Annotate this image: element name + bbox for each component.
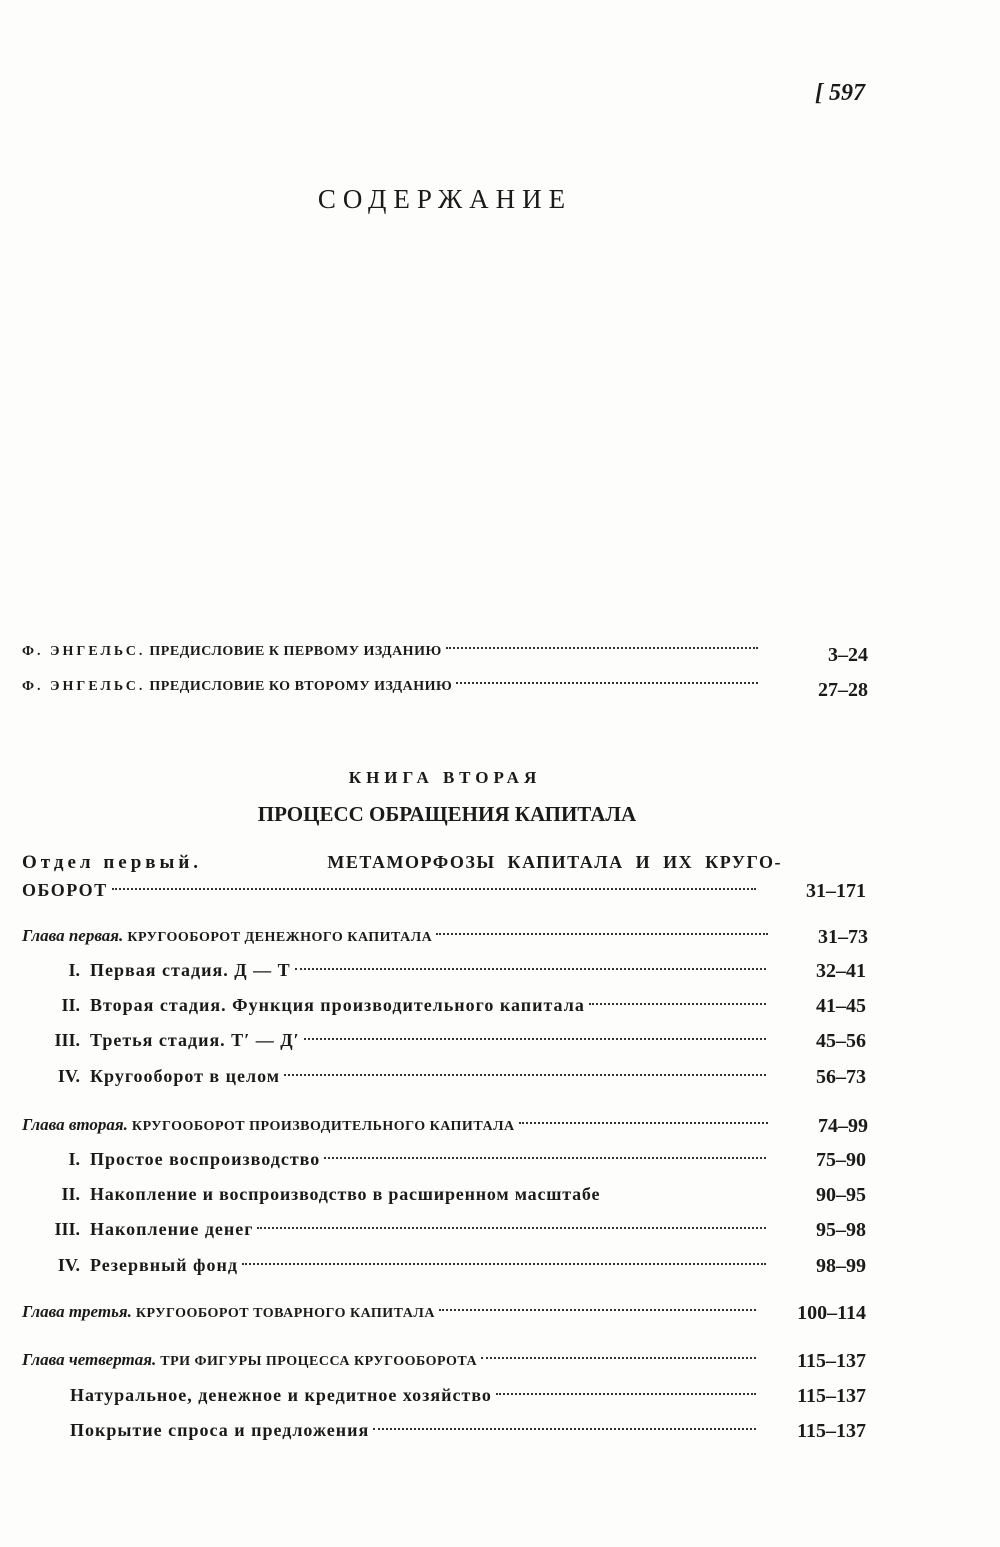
preface-author: Ф. ЭНГЕЛЬС.: [22, 644, 146, 659]
item-number: IV.: [57, 1255, 80, 1275]
toc-entry-chapter-1: [22, 926, 868, 946]
book-label: КНИГА ВТОРАЯ: [348, 768, 542, 787]
toc-item: [40, 1255, 866, 1276]
chapter-title: КРУГООБОРОТ ДЕНЕЖНОГО КАПИТАЛА: [127, 930, 433, 945]
page-range: 100–114: [797, 1302, 866, 1324]
chapter-title: ТРИ ФИГУРЫ ПРОЦЕССА КРУГООБОРОТА: [160, 1354, 478, 1369]
section-title-line1: МЕТАМОРФОЗЫ КАПИТАЛА И ИХ КРУГО-: [327, 852, 782, 872]
page-range: 45–56: [816, 1030, 866, 1052]
leader-dots: [496, 1393, 756, 1395]
item-title: Покрытие спроса и предложения: [70, 1420, 370, 1440]
toc-item: [40, 1149, 866, 1170]
leader-dots: [519, 1122, 768, 1124]
toc-item: [40, 1066, 866, 1087]
item-number: I.: [68, 960, 80, 980]
toc-entry-chapter-3: [22, 1302, 866, 1322]
page-range: 56–73: [816, 1066, 866, 1088]
leader-dots: [456, 682, 758, 684]
chapter-label: Глава третья.: [22, 1302, 132, 1321]
page-range: 32–41: [816, 960, 866, 982]
leader-dots: [439, 1309, 756, 1311]
item-title: Натуральное, денежное и кредитное хозяйство: [70, 1385, 492, 1405]
page-range: 75–90: [816, 1149, 866, 1171]
page-range: 95–98: [816, 1219, 866, 1241]
item-title: Накопление денег: [90, 1219, 254, 1239]
page-range: 3–24: [828, 644, 868, 666]
chapter-label: Глава четвертая.: [22, 1350, 157, 1369]
item-title: Кругооборот в целом: [90, 1066, 281, 1086]
leader-dots: [324, 1157, 766, 1159]
page-range: 41–45: [816, 995, 866, 1017]
chapter-title: КРУГООБОРОТ ПРОИЗВОДИТЕЛЬНОГО КАПИТАЛА: [131, 1119, 515, 1134]
page-number: [ 597: [815, 80, 865, 106]
toc-item: [40, 960, 866, 981]
chapter-title: КРУГООБОРОТ ТОВАРНОГО КАПИТАЛА: [135, 1306, 435, 1321]
section-title-line2: ОБОРОТ: [22, 880, 108, 900]
page-range: 31–171: [806, 880, 866, 902]
item-title: Вторая стадия. Функция производительного капитала: [90, 995, 585, 1015]
toc-entry-chapter-4: [22, 1350, 866, 1370]
book-title: ПРОЦЕСС ОБРАЩЕНИЯ КАПИТАЛА: [257, 802, 637, 826]
leader-dots: [481, 1357, 756, 1359]
page-range: 115–137: [797, 1350, 866, 1372]
leader-dots: [589, 1003, 766, 1005]
section-label: Отдел первый.: [22, 852, 203, 873]
page-range: 27–28: [818, 679, 868, 701]
item-number: IV.: [57, 1066, 80, 1086]
item-number: III.: [54, 1030, 80, 1050]
leader-dots: [284, 1074, 766, 1076]
item-number: III.: [54, 1219, 80, 1239]
item-title: Резервный фонд: [90, 1255, 238, 1275]
item-title: Третья стадия. Т′ — Д′: [90, 1030, 300, 1050]
toc-item: [70, 1385, 866, 1406]
preface-title: ПРЕДИСЛОВИЕ КО ВТОРОМУ ИЗДАНИЮ: [149, 679, 453, 694]
item-number: II.: [61, 1184, 80, 1204]
item-number: I.: [68, 1149, 80, 1169]
toc-entry-preface-1: [22, 644, 868, 666]
item-title: Накопление и воспроизводство в расширенном масштабе: [90, 1184, 601, 1204]
toc-item: [40, 1184, 866, 1205]
toc-entry-section: [22, 880, 866, 901]
item-number: II.: [61, 995, 80, 1015]
section-heading-line1: [22, 852, 782, 874]
leader-dots: [257, 1227, 766, 1229]
preface-title: ПРЕДИСЛОВИЕ К ПЕРВОМУ ИЗДАНИЮ: [149, 644, 442, 659]
item-title: Простое воспроизводство: [90, 1149, 321, 1169]
toc-item: [40, 995, 866, 1016]
page-range: 98–99: [816, 1255, 866, 1277]
leader-dots: [373, 1428, 756, 1430]
toc-entry-chapter-2: [22, 1115, 868, 1135]
preface-author: Ф. ЭНГЕЛЬС.: [22, 679, 146, 694]
page-range: 115–137: [797, 1420, 866, 1442]
page-range: 90–95: [816, 1184, 866, 1206]
page-range: 115–137: [797, 1385, 866, 1407]
toc-item: [40, 1219, 866, 1240]
toc-item: [70, 1420, 866, 1441]
leader-dots: [112, 888, 756, 890]
leader-dots: [304, 1038, 766, 1040]
leader-dots: [446, 647, 758, 649]
chapter-label: Глава первая.: [22, 926, 124, 945]
leader-dots: [295, 968, 766, 970]
leader-dots: [436, 933, 768, 935]
item-title: Первая стадия. Д — Т: [90, 960, 291, 980]
chapter-label: Глава вторая.: [22, 1115, 128, 1134]
page-range: 31–73: [818, 926, 868, 948]
leader-dots: [242, 1263, 766, 1265]
page-title: СОДЕРЖАНИЕ: [317, 184, 573, 214]
page-range: 74–99: [818, 1115, 868, 1137]
toc-entry-preface-2: [22, 679, 868, 701]
toc-item: [40, 1030, 866, 1051]
